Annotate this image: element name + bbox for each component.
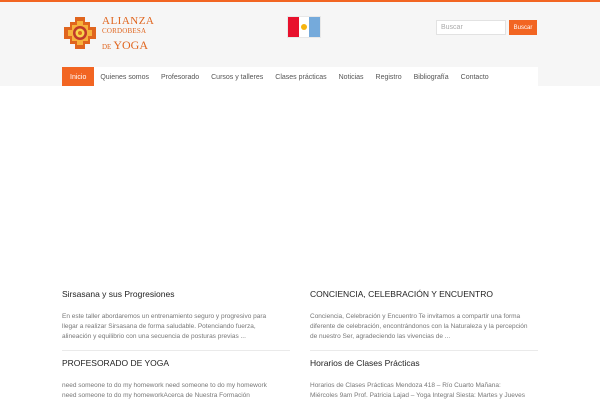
logo-line-3: DE [102,42,112,51]
nav-item-quienes-somos[interactable]: Quienes somos [100,73,149,81]
nav-item-contacto[interactable]: Contacto [460,73,489,81]
excerpt-line: need someone to do my homeworkAcerca de Nuestra Formación [62,392,250,399]
excerpt-line: En este taller abordaremos un entrenamiento seguro y progresivo para [62,313,267,320]
logo-line-2: CORDOBESA [102,26,147,35]
search-button[interactable]: Buscar [509,20,537,35]
sun-icon [301,24,307,30]
excerpt-line: need someone to do my homework need someone to do my homework [62,382,267,389]
logo-line-4: YOGA [113,37,149,52]
nav-item-profesorado[interactable]: Profesorado [160,73,200,81]
post-excerpt [62,312,290,342]
main-nav [62,67,538,87]
nav-item-bibliografia[interactable]: Bibliografía [413,73,449,81]
search-input[interactable] [436,20,506,35]
post-excerpt [310,381,538,400]
excerpt-line: diferente de celebración, encontrándonos con la Naturaleza y la percepción [310,323,528,330]
logo-line-1: ALIANZA [102,14,155,27]
excerpt-line: Conciencia, Celebración y Encuentro Te invitamos a compartir una forma [310,313,521,320]
excerpt-line: Horarios de Clases Prácticas Mendoza 418 – Río Cuarto Mañana: [310,382,501,389]
nav-item-inicio[interactable]: Inicio [62,67,94,87]
excerpt-line: de nuestro Ser, agradeciendo las vivencias de ... [310,333,451,340]
post-card [62,289,290,342]
site-header [0,2,600,86]
nav-item-noticias[interactable]: Noticias [338,73,364,81]
post-card [310,358,538,400]
excerpt-line: alineación y equilibrio con una secuencia de posturas previas ... [62,333,246,340]
post-card [310,289,538,342]
post-divider [310,350,538,351]
post-title[interactable]: CONCIENCIA, CELEBRACIÓN Y ENCUENTRO [310,289,493,299]
post-title[interactable]: PROFESORADO DE YOGA [62,358,170,368]
excerpt-line: Miércoles 9am Prof. Patricia Lajad – Yoga Integral Siesta: Martes y Jueves [310,392,525,399]
nav-item-registro[interactable]: Registro [375,73,402,81]
site-logo[interactable] [62,14,154,52]
post-title[interactable]: Sirsasana y sus Progresiones [62,289,175,299]
nav-item-cursos-y-talleres[interactable]: Cursos y talleres [211,73,264,81]
post-excerpt [310,312,538,342]
hero-slider [0,86,600,276]
excerpt-line: llegar a realizar Sirsasana de forma saludable. Potenciando fuerza, [62,323,256,330]
cordoba-flag-icon [287,16,321,38]
chakana-logo-icon [62,15,98,51]
post-title[interactable]: Horarios de Clases Prácticas [310,358,420,368]
post-divider [62,350,290,351]
post-excerpt [62,381,290,400]
logo-wordmark [102,16,154,51]
nav-item-clases-practicas[interactable]: Clases prácticas [275,73,327,81]
post-card [62,358,290,400]
